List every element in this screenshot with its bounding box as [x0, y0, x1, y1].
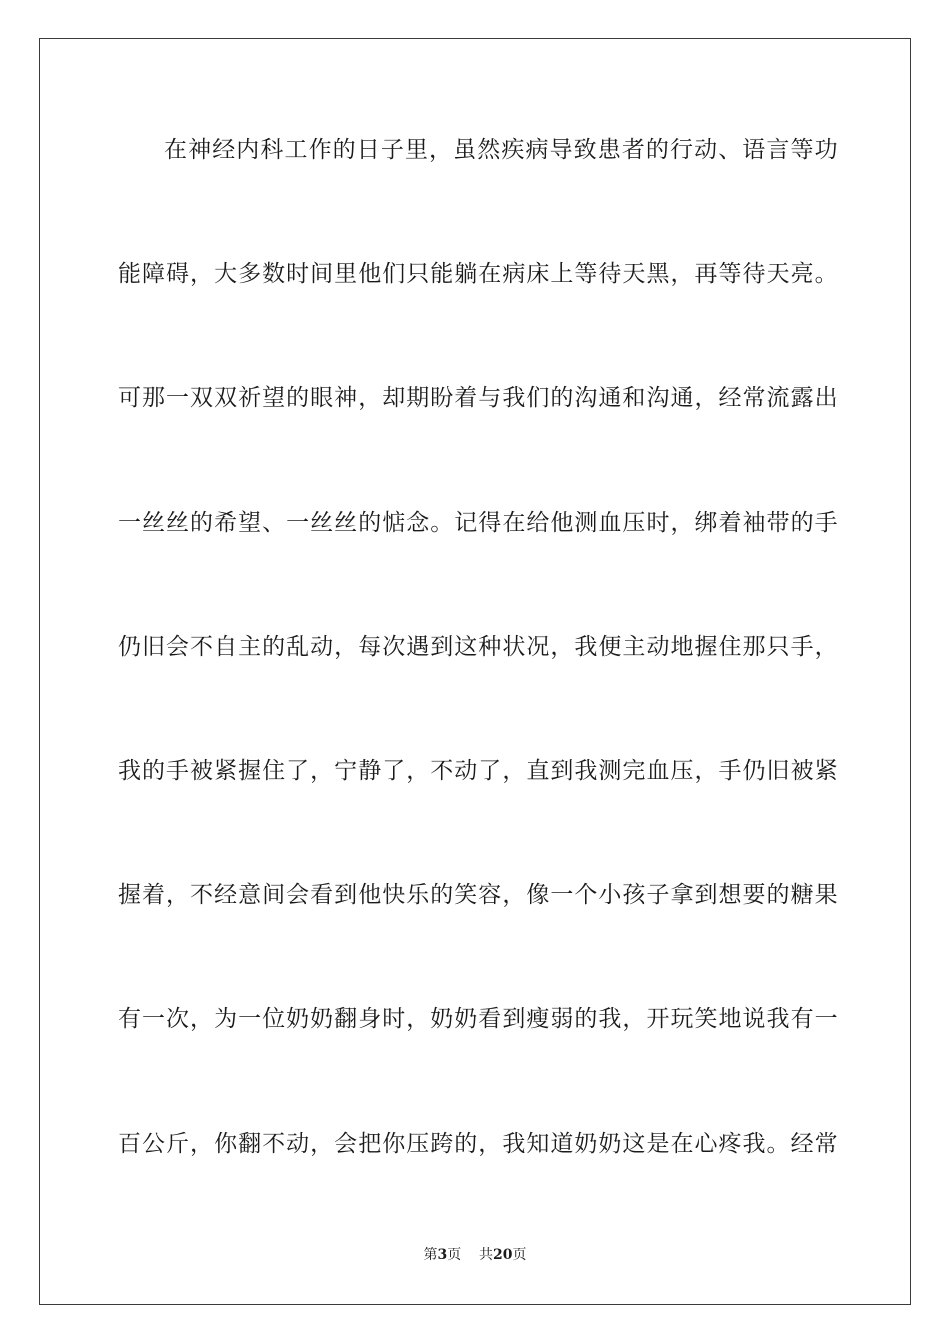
page-footer: [0, 1245, 950, 1265]
paragraph-line-7: 握着，不经意间会看到他快乐的笑容，像一个小孩子拿到想要的糖果: [118, 882, 838, 909]
paragraph-line-6: 我的手被紧握住了，宁静了，不动了，直到我测完血压，手仍旧被紧: [118, 757, 838, 784]
paragraph-line-9: 百公斤，你翻不动，会把你压跨的，我知道奶奶这是在心疼我。经常: [118, 1130, 838, 1157]
paragraph-line-2: 能障碍，大多数时间里他们只能躺在病床上等待天黑，再等待天亮。: [118, 261, 838, 288]
total-pages: 20: [493, 1247, 513, 1263]
paragraph-line-1: 在神经内科工作的日子里，虽然疾病导致患者的行动、语言等功: [164, 137, 838, 163]
total-prefix: 共: [479, 1247, 494, 1263]
paragraph-line-4: 一丝丝的希望、一丝丝的惦念。记得在给他测血压时，绑着袖带的手: [118, 509, 838, 536]
paragraph-line-3: 可那一双双祈望的眼神，却期盼着与我们的沟通和沟通，经常流露出: [118, 385, 838, 412]
total-suffix: 页: [512, 1247, 527, 1263]
page-prefix: 第: [423, 1247, 438, 1263]
page-suffix: 页: [447, 1247, 462, 1263]
page-number: 3: [437, 1247, 448, 1263]
document-body: [118, 127, 838, 1245]
paragraph-line-8: 有一次，为一位奶奶翻身时，奶奶看到瘦弱的我，开玩笑地说我有一: [118, 1006, 838, 1033]
paragraph-line-5: 仍旧会不自主的乱动，每次遇到这种状况，我便主动地握住那只手，: [118, 633, 838, 660]
